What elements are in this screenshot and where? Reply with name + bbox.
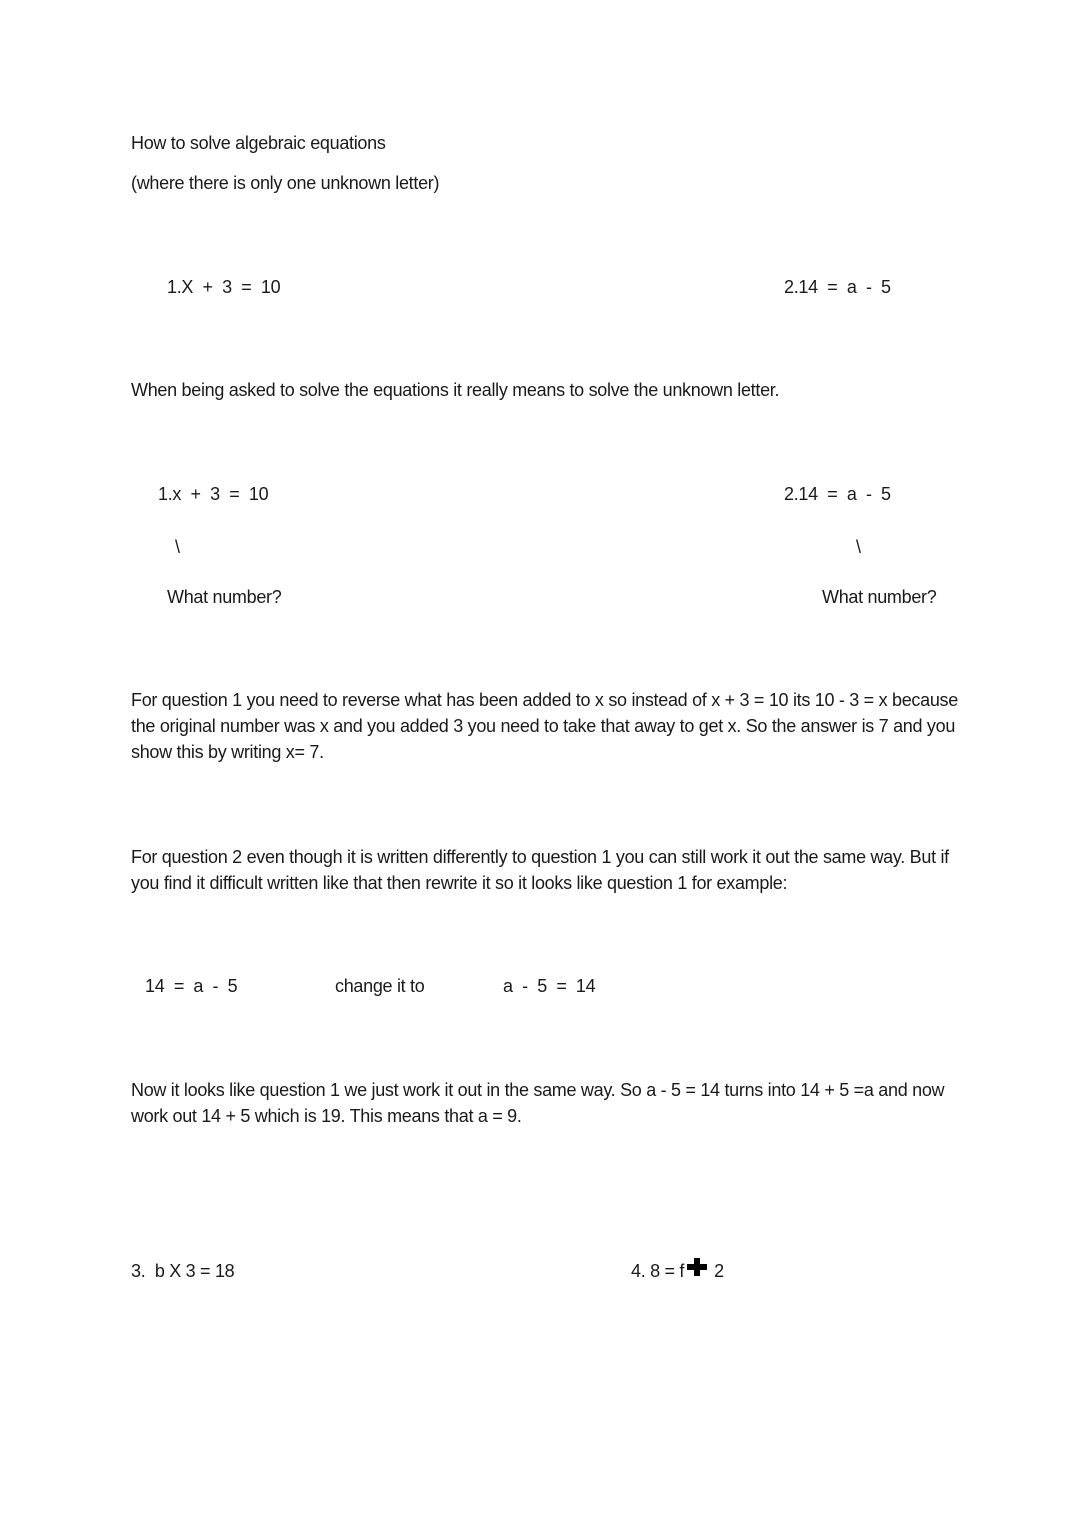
exercise-4-right: 2 — [714, 1261, 724, 1281]
exercise-3: 3. b X 3 = 18 — [131, 1261, 235, 1281]
what-number-label-1: What number? — [167, 587, 282, 607]
explanation-question-1: For question 1 you need to reverse what has been added to x so instead of x + 3 = 10 its 10 - 3 = x because the original number was x and you added 3 you need to take that away to get x. So the answer is 7 and you show this by writing x= 7. — [131, 690, 958, 762]
exercise-4 — [631, 1261, 724, 1282]
explanation-question-2: For question 2 even though it is written differently to question 1 you can still work it out the same way. But if you find it difficult written like that then rewrite it so it looks like question 1 for example: — [131, 847, 949, 893]
conclusion-text: Now it looks like question 1 we just work it out in the same way. So a - 5 = 14 turns into 14 + 5 =a and now work out 14 + 5 which is 19. This means that a = 9. — [131, 1080, 945, 1126]
annotated-equation-1: 1.x + 3 = 10 — [158, 484, 269, 504]
intro-text: When being asked to solve the equations it really means to solve the unknown letter. — [131, 380, 780, 400]
rewrite-to: a - 5 = 14 — [503, 976, 596, 996]
example-equation-2: 2.14 = a - 5 — [784, 277, 891, 297]
pointer-line-1: \ — [175, 537, 180, 557]
page-subtitle: (where there is only one unknown letter) — [131, 173, 440, 193]
example-equation-1: 1.X + 3 = 10 — [167, 277, 281, 297]
what-number-label-2: What number? — [822, 587, 937, 607]
pointer-line-2: \ — [856, 537, 861, 557]
page-title: How to solve algebraic equations — [131, 133, 386, 153]
plus-icon — [686, 1258, 708, 1276]
exercise-4-left: 4. 8 = f — [631, 1261, 685, 1281]
annotated-equation-2: 2.14 = a - 5 — [784, 484, 891, 504]
rewrite-from: 14 = a - 5 — [145, 976, 238, 996]
rewrite-label: change it to — [335, 976, 425, 996]
